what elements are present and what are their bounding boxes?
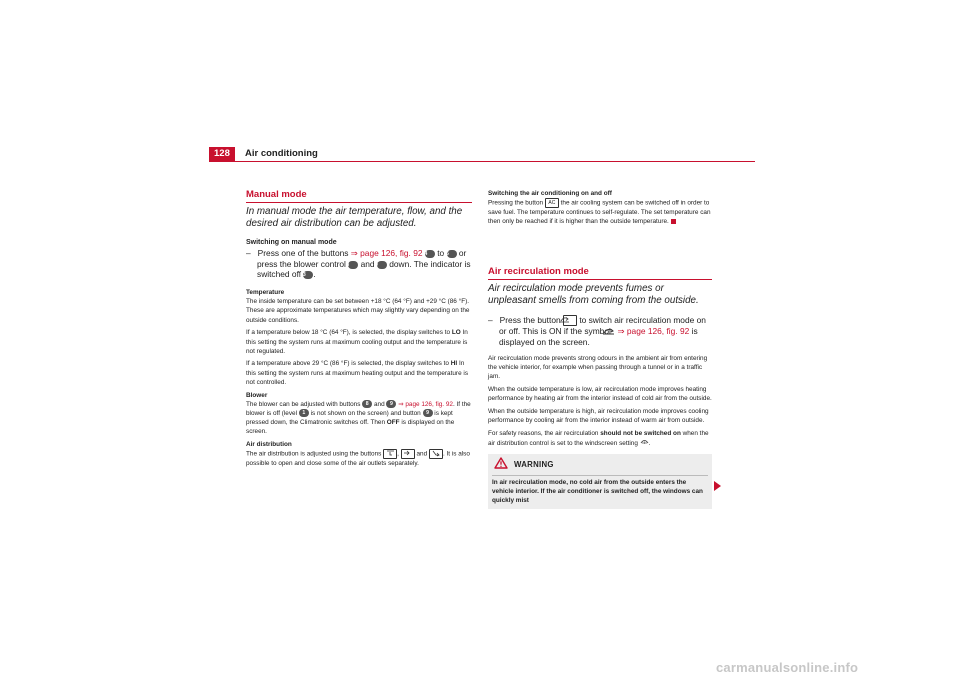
- blower-paragraph: The blower can be adjusted with buttons 8 and 9 ⇒ page 126, fig. 92. If the blower is off (level 1 is not shown on the screen) and button 9 is kept pressed down, the Climatronic switches off. Then OFF is displayed on the screen.: [246, 400, 471, 436]
- ac-heading: Switching the air conditioning on and off: [488, 190, 612, 197]
- hi-label: HI: [450, 360, 458, 368]
- page-reference-link[interactable]: ⇒ page 126, fig. 92: [617, 326, 690, 337]
- item-number-badge: 14: [425, 250, 435, 258]
- ac-paragraph: Pressing the button AC the air cooling system can be switched off in order to save fuel. The temperature continues to self-regulate. The set temperature can then only be reached if it is higher than the outside temperature.: [488, 199, 711, 226]
- manual-mode-title: Manual mode: [246, 189, 472, 203]
- air-windscreen-button-icon: [383, 449, 397, 459]
- item-number-badge: 8: [348, 261, 358, 269]
- item-number-badge: 9: [386, 400, 396, 408]
- recirculation-icon: [613, 327, 615, 338]
- item-number-badge: 8: [362, 400, 372, 408]
- warning-label: WARNING: [514, 460, 554, 470]
- recirculation-paragraph-2: When the outside temperature is low, air recirculation mode improves heating performance by heating air from the interior instead of cold air from the outside.: [488, 386, 712, 403]
- end-of-section-mark: [671, 219, 676, 224]
- air-chest-button-icon: [401, 449, 415, 459]
- air-footwell-button-icon: [429, 449, 443, 459]
- next-page-arrow-icon: [714, 481, 721, 491]
- air-distribution-paragraph: The air distribution is adjusted using the buttons , and . It is also possible to open and close some of the air outlets separately.: [246, 450, 470, 468]
- switching-on-heading: Switching on manual mode: [246, 239, 337, 246]
- lo-label: LO: [451, 329, 461, 337]
- temperature-heading: Temperature: [246, 288, 285, 296]
- warning-header: [492, 457, 708, 475]
- recirculation-title: Air recirculation mode: [488, 266, 712, 280]
- recirculation-step: – Press the button to switch air recirculation mode on or off. This is ON if the symbol ⇒ page 126, fig. 92 is displayed on the screen.: [488, 315, 706, 348]
- page-number: 128: [209, 147, 235, 161]
- page-reference-link[interactable]: ⇒ page 126, fig. 92: [398, 400, 453, 408]
- page-reference-link[interactable]: ⇒ page 126, fig. 92: [350, 248, 423, 259]
- left-column: [246, 189, 472, 472]
- recirculation-intro: Air recirculation mode prevents fumes or unpleasant smells from coming from the outside.: [488, 283, 699, 307]
- ac-button: AC: [545, 198, 559, 208]
- warning-triangle-icon: [494, 457, 508, 472]
- recirculation-paragraph-4: For safety reasons, the air recirculation should not be switched on when the air distribution control is set to the windscreen setting .: [488, 429, 709, 447]
- footer-watermark: carmanualsonline.info: [716, 660, 859, 675]
- item-number-badge: 9: [377, 261, 387, 269]
- manual-mode-intro: In manual mode the air temperature, flow, and the desired air distribution can be adjusted.: [246, 206, 463, 229]
- recirculation-button-icon: [563, 315, 577, 326]
- recirculation-paragraph-3: When the outside temperature is high, air recirculation mode improves cooling performance by cooling air from the interior instead of warm air from outside.: [488, 408, 709, 425]
- right-column: [488, 189, 712, 509]
- off-label: OFF: [386, 419, 400, 427]
- recirculation-paragraph-1: Air recirculation mode prevents strong odours in the ambient air from entering the vehicle interior, for example when passing through a tunnel or in a traffic jam.: [488, 355, 708, 381]
- item-number-badge: 9: [423, 409, 433, 417]
- warning-box: [488, 454, 712, 508]
- windscreen-icon: [640, 438, 649, 448]
- temperature-lo-paragraph: If a temperature below 18 °C (64 °F), is selected, the display switches to LO In this setting the system runs at maximum cooling output and the temperature is not regulated.: [246, 329, 468, 355]
- item-number-badge: 16: [447, 250, 457, 258]
- warning-text: In air recirculation mode, no cold air from the outside enters the vehicle interior. If the air conditioner is switched off, the windows can quickly mist: [492, 478, 703, 504]
- blower-heading: Blower: [246, 391, 268, 399]
- temperature-hi-paragraph: If a temperature above 29 °C (86 °F) is selected, the display switches to HI In this setting the system runs at maximum heating output and the temperature is not controlled.: [246, 360, 469, 386]
- temperature-paragraph: The inside temperature can be set between +18 °C (64 °F) and +29 °C (86 °F). These are approximate temperatures which may slightly vary depending on the outside conditions.: [246, 298, 470, 324]
- item-number-badge: 1: [299, 409, 309, 417]
- item-number-badge: 13: [303, 271, 313, 279]
- switching-on-step: – Press one of the buttons ⇒ page 126, fig. 92 14 to 16 or press the blower control 8 and 9 down. The indicator is switched off 13 .: [246, 248, 471, 280]
- page-header: [209, 147, 755, 162]
- chapter-title: Air conditioning: [245, 148, 318, 159]
- air-distribution-heading: Air distribution: [246, 441, 292, 449]
